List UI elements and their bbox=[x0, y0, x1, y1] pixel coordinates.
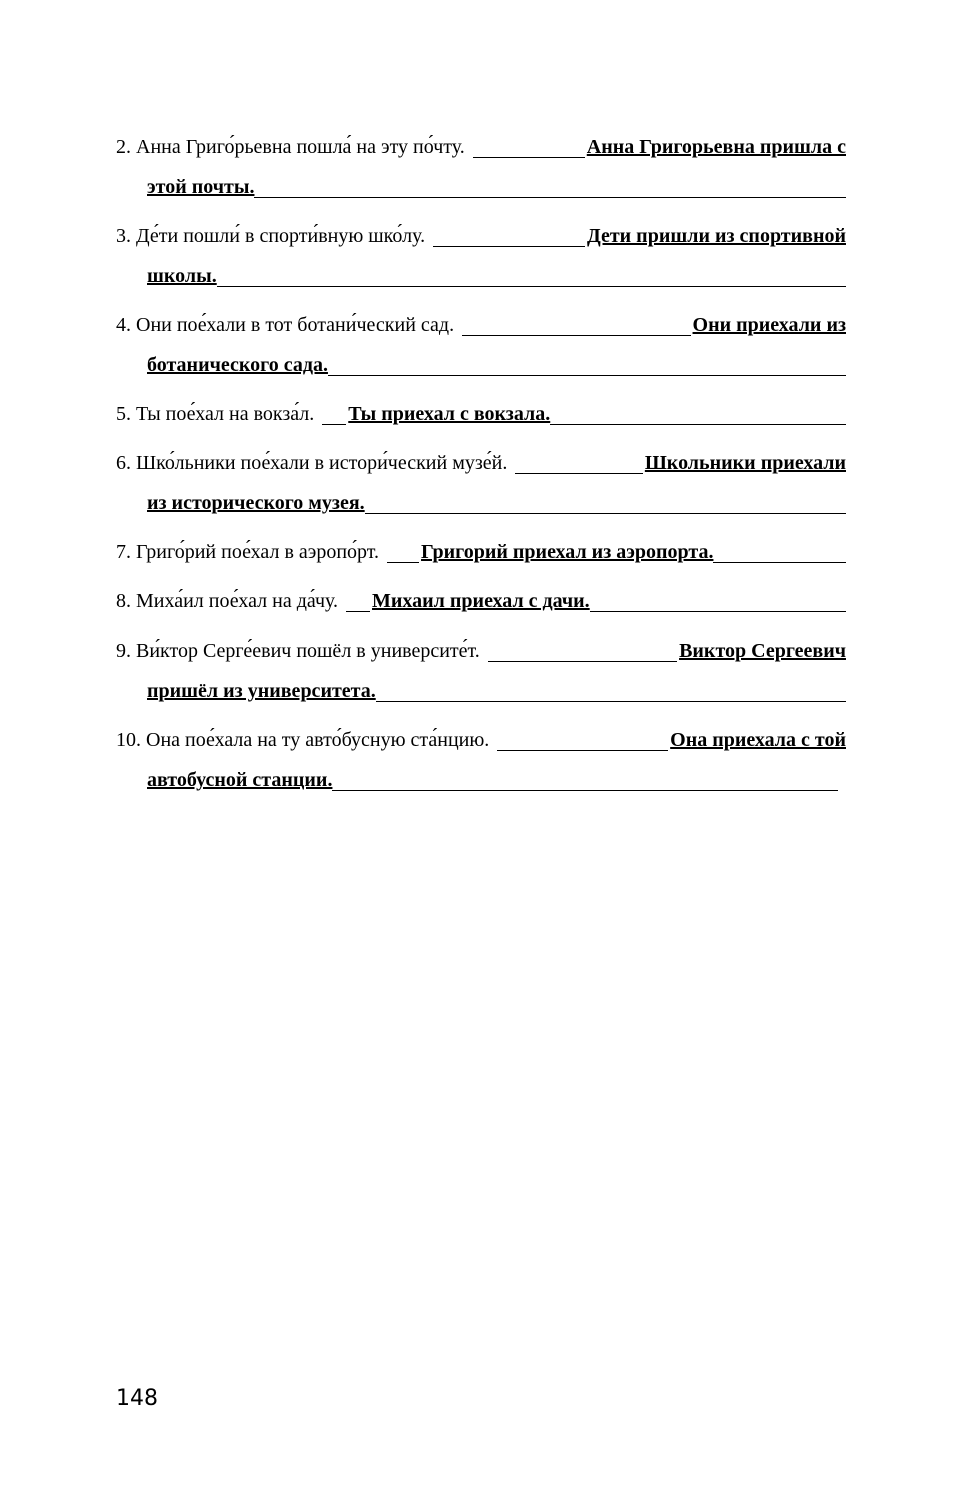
exercise-answer: Ты приехал с вокзала. bbox=[348, 403, 551, 425]
answer-blank bbox=[322, 424, 346, 425]
exercise-line bbox=[116, 443, 846, 483]
exercise-answer-continued: школы. bbox=[147, 265, 217, 287]
answer-blank bbox=[365, 513, 846, 514]
exercise-prompt: 6. Шко́льники пое́хали в истори́ческий музе́й. bbox=[116, 452, 508, 474]
exercise-answer: Виктор Сергеевич bbox=[679, 640, 846, 662]
answer-blank bbox=[473, 157, 585, 158]
exercise-line bbox=[116, 127, 846, 167]
exercise-line bbox=[116, 167, 846, 207]
answer-blank bbox=[462, 335, 690, 336]
exercise-prompt: 7. Григо́рий пое́хал в аэропо́рт. bbox=[116, 541, 380, 563]
exercise-item bbox=[116, 532, 846, 572]
exercise-answer: Она приехала с той bbox=[670, 729, 846, 751]
exercise-answer: Григорий приехал из аэропорта. bbox=[421, 541, 714, 563]
exercise-line bbox=[116, 216, 846, 256]
exercise-answer-continued: ботанического сада. bbox=[147, 354, 328, 376]
answer-blank bbox=[590, 611, 846, 612]
exercise-line bbox=[116, 483, 846, 523]
exercise-answer: Михаил приехал с дачи. bbox=[372, 590, 590, 612]
exercise-line bbox=[116, 760, 846, 800]
answer-blank bbox=[433, 246, 585, 247]
answer-blank bbox=[387, 562, 419, 563]
exercise-item bbox=[116, 216, 846, 296]
exercise-line bbox=[116, 256, 846, 296]
answer-blank bbox=[550, 424, 846, 425]
answer-blank bbox=[328, 375, 846, 376]
exercise-prompt: 9. Ви́ктор Серге́евич пошёл в университе́т. bbox=[116, 640, 480, 662]
answer-blank bbox=[346, 611, 370, 612]
exercise-prompt: 2. Анна Григо́рьевна пошла́ на эту по́чту. bbox=[116, 136, 465, 158]
answer-blank bbox=[497, 750, 668, 751]
exercise-prompt: 3. Де́ти пошли́ в спорти́вную шко́лу. bbox=[116, 225, 426, 247]
exercise-answer: Они приехали из bbox=[692, 314, 846, 336]
exercise-prompt: 4. Они пое́хали в тот ботани́ческий сад. bbox=[116, 314, 455, 336]
answer-blank bbox=[217, 286, 846, 287]
exercise-answer: Дети пришли из спортивной bbox=[586, 225, 846, 247]
exercise-answer-continued: из исторического музея. bbox=[147, 492, 365, 514]
exercise-answer-continued: пришёл из университета. bbox=[147, 680, 376, 702]
answer-blank bbox=[254, 197, 846, 198]
answer-blank bbox=[488, 661, 677, 662]
exercise-line bbox=[116, 631, 846, 671]
exercise-line bbox=[116, 671, 846, 711]
exercise-prompt: 10. Она пое́хала на ту авто́бусную ста́нцию. bbox=[116, 729, 490, 751]
exercise-item bbox=[116, 443, 846, 523]
answer-blank bbox=[376, 701, 846, 702]
exercise-line bbox=[116, 345, 846, 385]
page-number: 148 bbox=[116, 1386, 158, 1411]
exercise-prompt: 5. Ты пое́хал на вокза́л. bbox=[116, 403, 315, 425]
exercise-line bbox=[116, 394, 846, 434]
exercise-item bbox=[116, 305, 846, 385]
exercise-item bbox=[116, 581, 846, 621]
exercise-line bbox=[116, 720, 846, 760]
exercise-item bbox=[116, 720, 846, 800]
exercise-answer: Школьники приехали bbox=[644, 452, 846, 474]
exercise-line bbox=[116, 305, 846, 345]
exercise-line bbox=[116, 532, 846, 572]
exercise-item bbox=[116, 127, 846, 207]
exercise-answer-continued: этой почты. bbox=[147, 176, 255, 198]
answer-blank bbox=[713, 562, 846, 563]
exercise-item bbox=[116, 394, 846, 434]
exercise-answer: Анна Григорьевна пришла с bbox=[586, 136, 846, 158]
exercise-answer-continued: автобусной станции. bbox=[147, 769, 333, 791]
exercise-item bbox=[116, 631, 846, 711]
exercise-prompt: 8. Миха́ил пое́хал на да́чу. bbox=[116, 590, 339, 612]
exercise-line bbox=[116, 581, 846, 621]
answer-blank bbox=[332, 790, 838, 791]
answer-blank bbox=[515, 473, 642, 474]
